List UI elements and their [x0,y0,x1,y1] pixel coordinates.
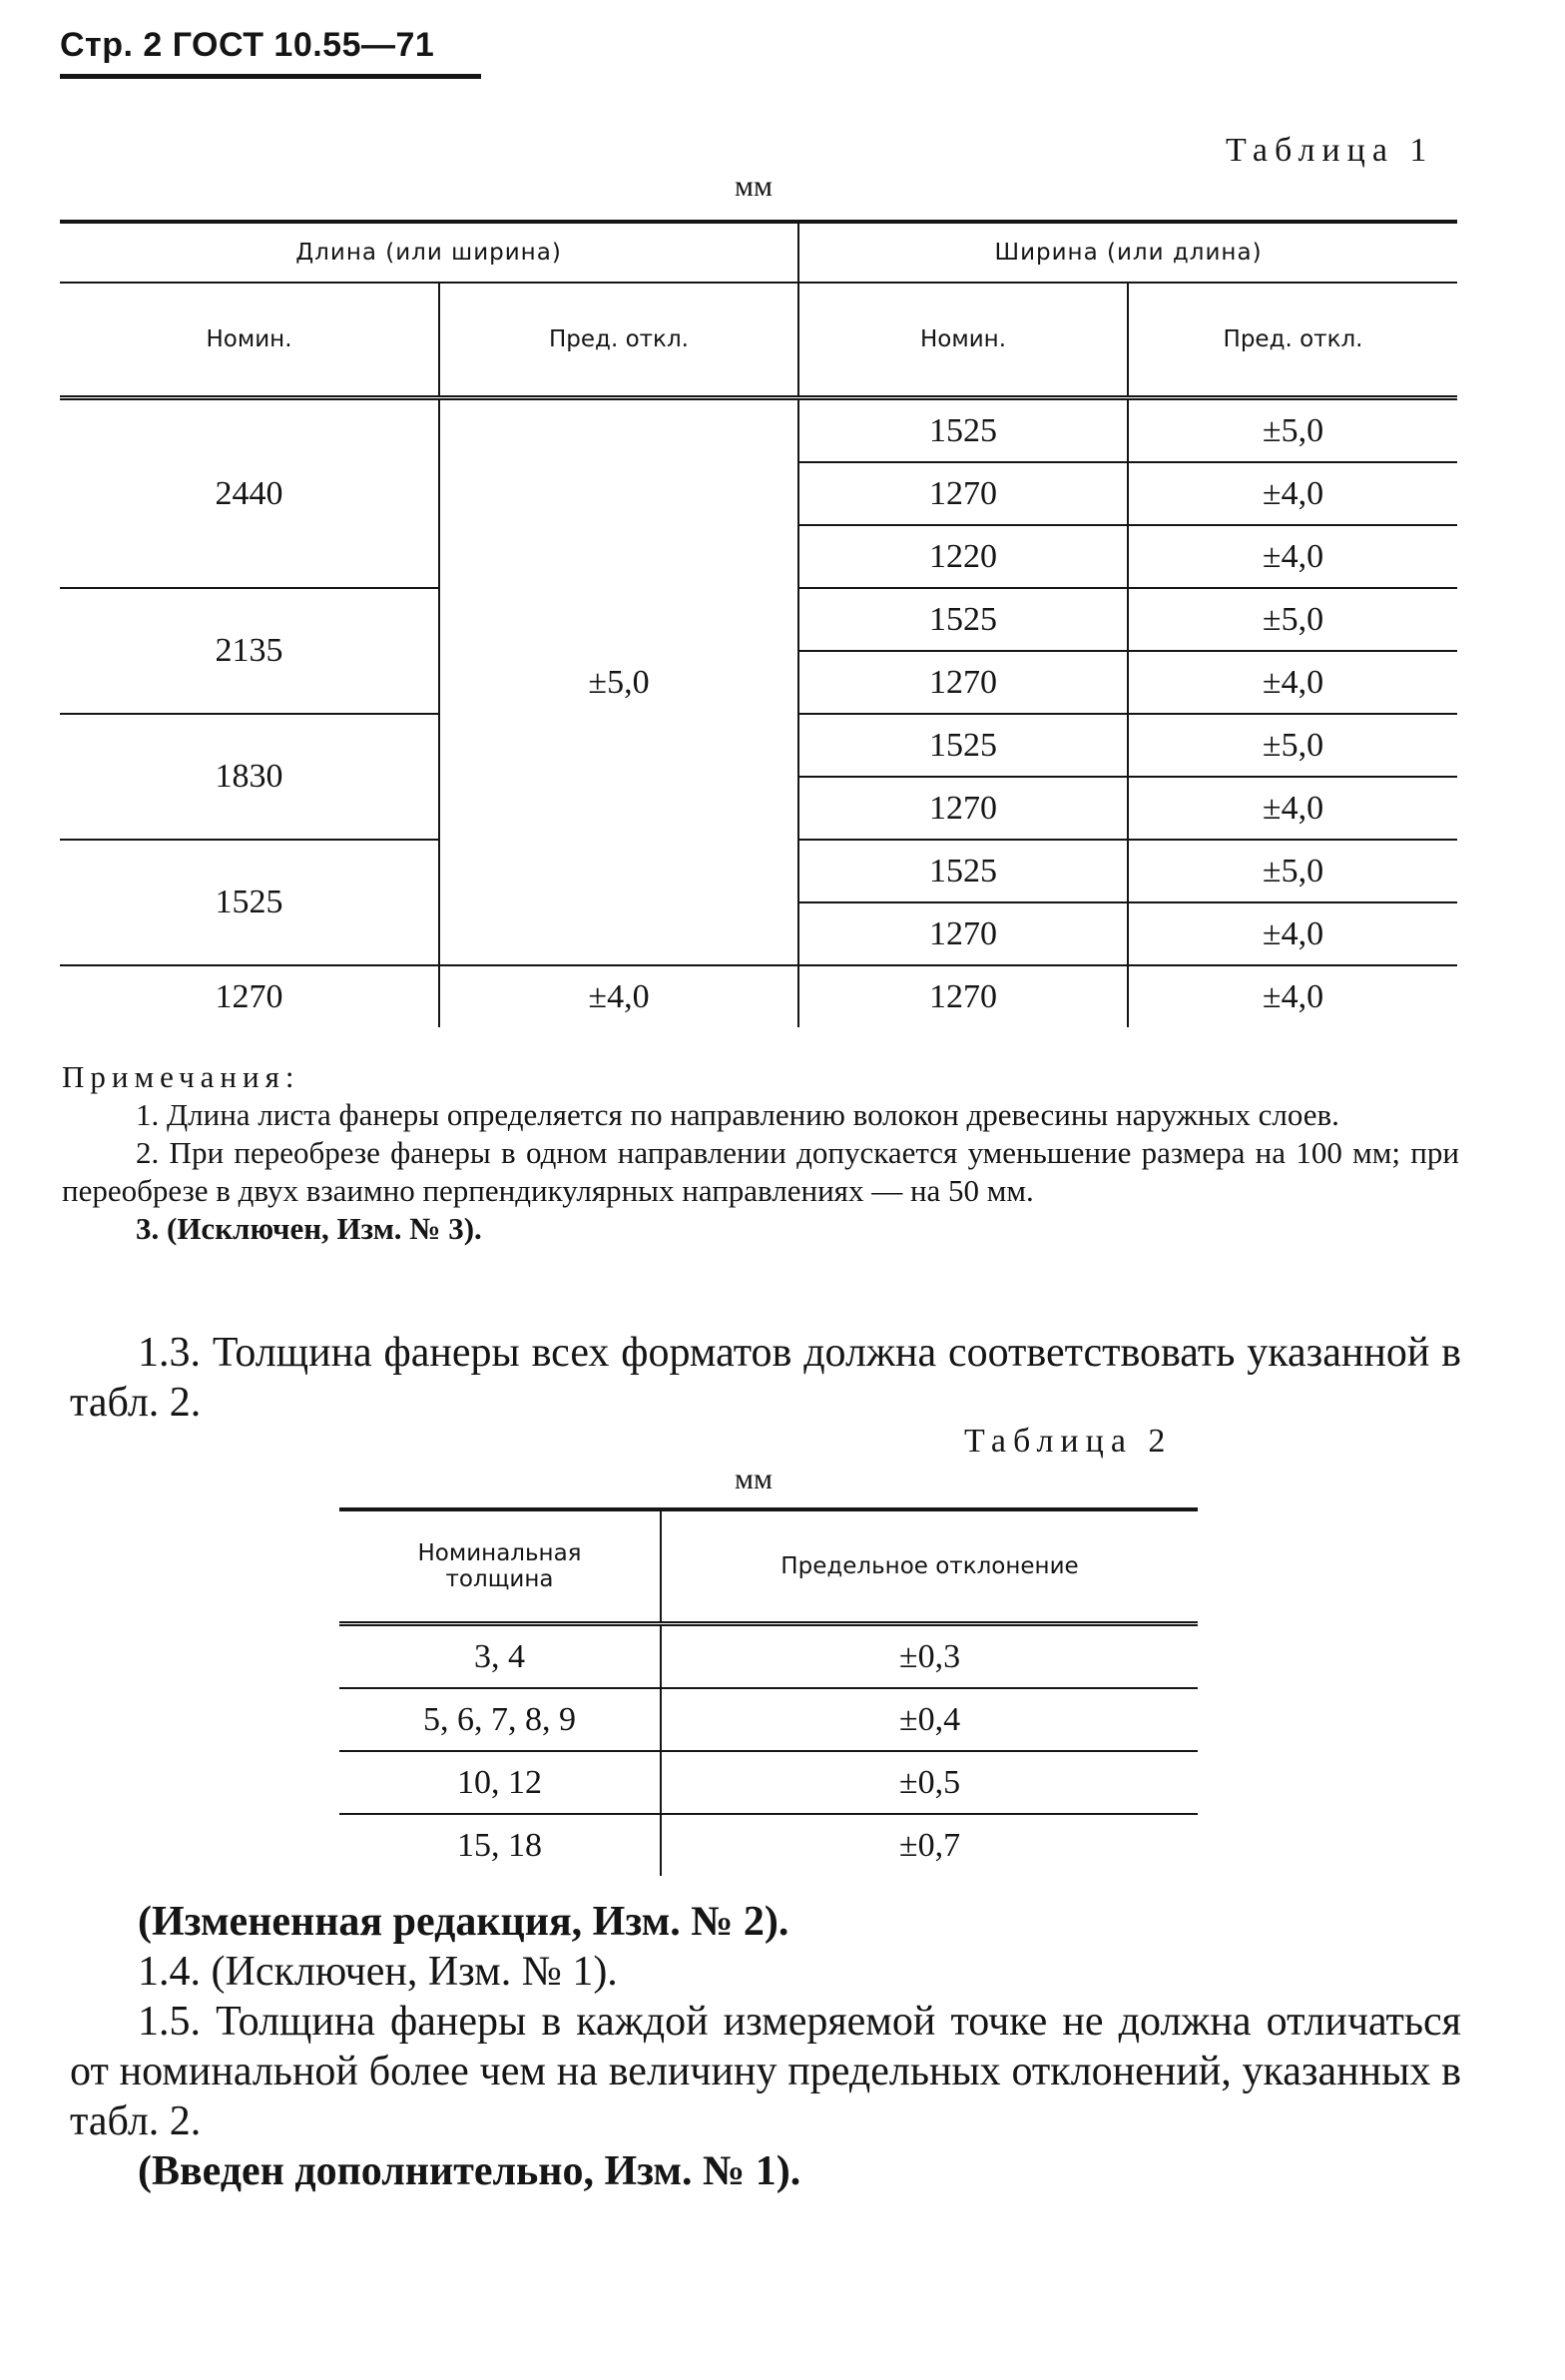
table2-unit: мм [735,1463,773,1495]
table1-length: 1270 [60,965,439,1027]
amendment-1: (Введен дополнительно, Изм. № 1). [138,2148,801,2194]
table2-thickness: 15, 18 [339,1814,661,1876]
table1-width-dev: ±4,0 [1128,777,1457,840]
table2-col-thickness [339,1509,661,1624]
table-row [339,1688,1198,1751]
table1-width: 1270 [798,965,1128,1027]
table2-caption: Таблица 2 [964,1423,1173,1460]
page-header: Стр. 2 ГОСТ 10.55—71 [60,26,435,64]
table1-width: 1220 [798,525,1128,588]
table1-unit: мм [735,170,773,203]
table1-col-length-dev: Пред. откл. [439,283,798,398]
table1-width: 1525 [798,398,1128,463]
table1-width: 1270 [798,902,1128,965]
table2-col-thickness-line1: Номинальная [417,1540,582,1566]
table1-width-dev: ±4,0 [1128,651,1457,714]
table1-width-dev: ±5,0 [1128,714,1457,777]
table1-length: 1830 [60,714,439,840]
paragraph-1-3 [70,1328,1461,1428]
header-rule [60,74,481,79]
table1-group-left: Длина (или ширина) [60,222,798,283]
table1-width: 1525 [798,714,1128,777]
table-row [339,1624,1198,1689]
notes-heading: Примечания: [62,1059,300,1094]
table2-col-thickness-line2: толщина [445,1566,554,1592]
table1-caption: Таблица 1 [1226,132,1434,169]
table1-width-dev: ±5,0 [1128,588,1457,651]
table1-width: 1270 [798,777,1128,840]
table1-col-width-nom: Номин. [798,283,1128,398]
paragraph-1-5: 1.5. Толщина фанеры в каждой измеряемой точке не должна отличаться от номинальной более чем на величину предельных отклонений, указанных в табл. 2. [70,1999,1461,2144]
table2 [339,1507,1198,1876]
table2-thickness: 3, 4 [339,1624,661,1689]
table-row [339,1814,1198,1876]
table1-width-dev: ±4,0 [1128,462,1457,525]
table1-width: 1525 [798,840,1128,902]
table1-width: 1525 [798,588,1128,651]
table2-col-deviation: Предельное отклонение [661,1509,1198,1624]
table1-width-dev: ±4,0 [1128,902,1457,965]
table2-deviation: ±0,7 [898,1826,961,1864]
table1-width-dev: ±5,0 [1128,398,1457,463]
table2-deviation: ±0,5 [661,1751,1198,1814]
paragraph-1-3-text: 1.3. Толщина фанеры всех форматов должна соответствовать указанной в табл. 2. [70,1330,1461,1426]
table1-length: 1525 [60,840,439,965]
table1-length: 2135 [60,588,439,714]
lower-text [70,1897,1461,2196]
table1-width-dev: ±4,0 [1262,977,1324,1015]
table1-notes [62,1058,1459,1248]
table1-width: 1270 [798,651,1128,714]
table-row [60,965,1457,1027]
table1-group-right: Ширина (или длина) [798,222,1457,283]
table1-width-dev: ±5,0 [1128,840,1457,902]
table1-width-dev: ±4,0 [1128,525,1457,588]
table1-length: 2440 [60,398,439,589]
table2-deviation: ±0,3 [661,1624,1198,1689]
table1-width: 1270 [798,462,1128,525]
table1 [60,220,1457,1027]
table-row [60,398,1457,463]
paragraph-1-4: 1.4. (Исключен, Изм. № 1). [138,1949,618,1995]
table-row [339,1751,1198,1814]
table1-length-dev: ±4,0 [439,965,798,1027]
amendment-2: (Измененная редакция, Изм. № 2). [138,1899,789,1945]
table2-deviation: ±0,4 [661,1688,1198,1751]
table1-col-width-dev: Пред. откл. [1128,283,1457,398]
table2-thickness: 5, 6, 7, 8, 9 [339,1688,661,1751]
note-2: 2. При переобрезе фанеры в одном направлении допускается уменьшение размера на 100 мм; при переобрезе в двух взаимно перпендикулярных направлениях — на 50 мм. [62,1135,1459,1208]
table1-col-length-nom: Номин. [60,283,439,398]
table1-length-dev: ±5,0 [439,398,798,966]
note-1: 1. Длина листа фанеры определяется по направлению волокон древесины наружных слоев. [136,1097,1339,1132]
table2-thickness: 10, 12 [339,1751,661,1814]
note-3: 3. (Исключен, Изм. № 3). [136,1211,482,1246]
